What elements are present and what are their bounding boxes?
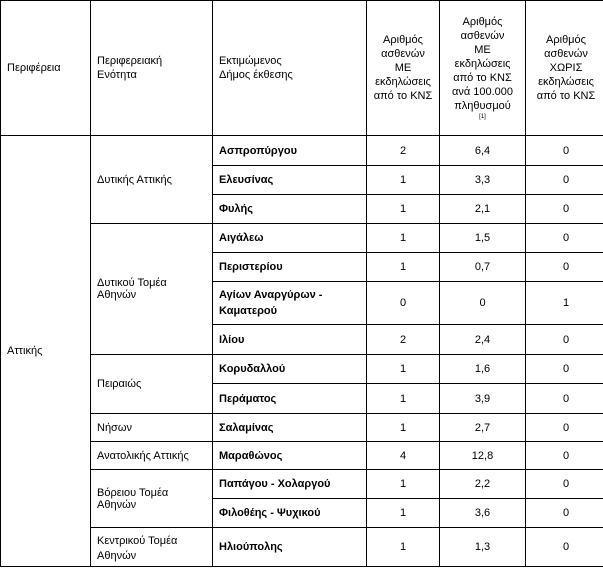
regional-unit-line: Πειραιώς — [97, 378, 142, 390]
municipality-cell — [213, 224, 367, 253]
without-cns-cell: 1 — [526, 282, 603, 325]
header-regional-unit — [91, 1, 213, 136]
municipality-line: Κορυδαλλού — [219, 363, 286, 375]
municipality-cell — [213, 499, 367, 528]
municipality-cell — [213, 282, 367, 325]
municipality-cell — [213, 384, 367, 414]
regional-unit-line: Κεντρικού Τομέα — [97, 535, 178, 547]
footnote-link[interactable]: [1] — [479, 114, 486, 120]
regional-unit-line: Αθηνών — [97, 550, 137, 562]
header-with-cns-line: ασθενών — [381, 48, 425, 60]
without-cns-cell: 0 — [526, 442, 603, 470]
rate-cell: 0 — [440, 282, 526, 325]
header-rate-line: ανά 100.000 — [451, 86, 514, 98]
header-row — [1, 1, 603, 136]
regional-unit-cell — [91, 136, 213, 224]
table-row — [1, 528, 603, 567]
municipality-cell — [213, 253, 367, 282]
header-rate-line: Αριθμός — [462, 16, 503, 28]
header-rate-line: ΜΕ — [474, 44, 491, 56]
without-cns-cell: 0 — [526, 470, 603, 499]
municipality-cell — [213, 166, 367, 195]
with-cns-cell: 1 — [367, 414, 440, 442]
regional-unit-cell — [91, 528, 213, 567]
with-cns-cell: 2 — [367, 136, 440, 166]
rate-cell: 0,7 — [440, 253, 526, 282]
header-without-cns-line: ΧΩΡΙΣ — [549, 62, 583, 74]
municipality-cell — [213, 136, 367, 166]
municipality-line: Φυλής — [219, 203, 253, 215]
regional-unit-line: Αθηνών — [97, 498, 137, 511]
regional-unit-cell — [91, 355, 213, 414]
with-cns-cell: 0 — [367, 282, 440, 325]
with-cns-cell: 1 — [367, 499, 440, 528]
without-cns-cell: 0 — [526, 325, 603, 355]
header-municipality-line: Εκτιμώμενος — [219, 55, 282, 67]
rate-cell: 1,6 — [440, 355, 526, 384]
municipality-line: Παπάγου - Χολαργού — [219, 478, 331, 490]
municipality-cell — [213, 355, 367, 384]
municipality-cell — [213, 195, 367, 224]
header-regional-unit-line: Περιφερειακή — [97, 55, 163, 67]
municipality-line: Σαλαμίνας — [219, 421, 274, 434]
header-regional-unit-line: Ενότητα — [97, 69, 137, 81]
regional-unit-cell — [91, 442, 213, 470]
municipality-line: Φιλοθέης - Ψυχικού — [219, 507, 321, 519]
rate-cell: 1,3 — [440, 528, 526, 567]
with-cns-cell: 2 — [367, 325, 440, 355]
municipality-line: Περάματος — [219, 392, 277, 405]
with-cns-cell: 1 — [367, 528, 440, 567]
header-with-cns — [367, 1, 440, 136]
regional-unit-line: Βόρειου Τομέα — [97, 486, 169, 499]
header-with-cns-line: από το ΚΝΣ — [373, 90, 433, 102]
regional-unit-cell — [91, 470, 213, 528]
municipality-line: Ελευσίνας — [219, 174, 274, 186]
municipality-cell — [213, 470, 367, 499]
with-cns-cell: 1 — [367, 166, 440, 195]
municipality-line: Αγίων Αναργύρων - — [219, 289, 323, 301]
without-cns-cell: 0 — [526, 499, 603, 528]
regional-unit-cell — [91, 414, 213, 442]
header-rate-line: πληθυσμού — [454, 100, 511, 112]
header-municipality-line: Δήμος έκθεσης — [219, 69, 293, 81]
header-rate — [440, 1, 526, 136]
rate-cell: 2,2 — [440, 470, 526, 499]
header-rate-line: από το ΚΝΣ — [453, 72, 512, 84]
header-without-cns-line: Αριθμός — [546, 34, 586, 46]
municipality-line: Ασπροπύργου — [219, 144, 297, 157]
municipality-cell — [213, 528, 367, 567]
regional-unit-line: Δυτικού Τομέα — [97, 277, 167, 289]
municipality-line: Μαραθώνος — [219, 449, 283, 462]
regional-unit-line: Αθηνών — [97, 289, 137, 301]
without-cns-cell: 0 — [526, 355, 603, 384]
table-row — [1, 470, 603, 499]
rate-cell: 1,5 — [440, 224, 526, 253]
rate-cell: 3,3 — [440, 166, 526, 195]
rate-cell: 3,9 — [440, 384, 526, 414]
header-rate-line: ασθενών — [460, 30, 505, 42]
regional-unit-cell — [91, 224, 213, 355]
rate-cell: 12,8 — [440, 442, 526, 470]
header-without-cns-line: από το ΚΝΣ — [536, 90, 596, 102]
table-row — [1, 414, 603, 442]
with-cns-cell: 1 — [367, 384, 440, 414]
table-row — [1, 442, 603, 470]
regional-unit-line: Νήσων — [97, 421, 132, 434]
municipality-line: Ηλιούπολης — [219, 541, 283, 553]
header-without-cns-line: εκδηλώσεις — [538, 76, 594, 88]
header-rate-line: εκδηλώσεις — [454, 58, 511, 70]
regional-unit-line: Ανατολικής Αττικής — [97, 449, 189, 462]
table-row — [1, 136, 603, 166]
header-without-cns — [526, 1, 603, 136]
region-cell: Αττικής — [1, 136, 91, 567]
table-row — [1, 224, 603, 253]
without-cns-cell: 0 — [526, 384, 603, 414]
with-cns-cell: 1 — [367, 470, 440, 499]
without-cns-cell: 0 — [526, 414, 603, 442]
municipality-cell — [213, 414, 367, 442]
municipality-line: Αιγάλεω — [219, 232, 264, 244]
header-with-cns-line: εκδηλώσεις — [375, 76, 431, 88]
header-municipality — [213, 1, 367, 136]
header-with-cns-line: ΜΕ — [394, 62, 412, 74]
with-cns-cell: 1 — [367, 355, 440, 384]
municipality-cell — [213, 442, 367, 470]
municipality-line: Περιστερίου — [219, 261, 283, 273]
rate-cell: 2,1 — [440, 195, 526, 224]
without-cns-cell: 0 — [526, 166, 603, 195]
regional-unit-line: Δυτικής Αττικής — [97, 173, 172, 186]
without-cns-cell: 0 — [526, 136, 603, 166]
header-region: Περιφέρεια — [1, 1, 91, 136]
with-cns-cell: 1 — [367, 195, 440, 224]
without-cns-cell: 0 — [526, 224, 603, 253]
municipality-cell — [213, 325, 367, 355]
header-with-cns-line: Αριθμός — [383, 34, 423, 46]
without-cns-cell: 0 — [526, 528, 603, 567]
rate-cell: 6,4 — [440, 136, 526, 166]
with-cns-cell: 1 — [367, 224, 440, 253]
with-cns-cell: 1 — [367, 253, 440, 282]
rate-cell: 3,6 — [440, 499, 526, 528]
with-cns-cell: 4 — [367, 442, 440, 470]
rate-cell: 2,4 — [440, 325, 526, 355]
rate-cell: 2,7 — [440, 414, 526, 442]
municipality-line: Καματερού — [219, 305, 278, 317]
table-row — [1, 355, 603, 384]
header-without-cns-line: ασθενών — [544, 48, 588, 60]
without-cns-cell: 0 — [526, 253, 603, 282]
municipality-line: Ιλίου — [219, 333, 245, 346]
without-cns-cell: 0 — [526, 195, 603, 224]
